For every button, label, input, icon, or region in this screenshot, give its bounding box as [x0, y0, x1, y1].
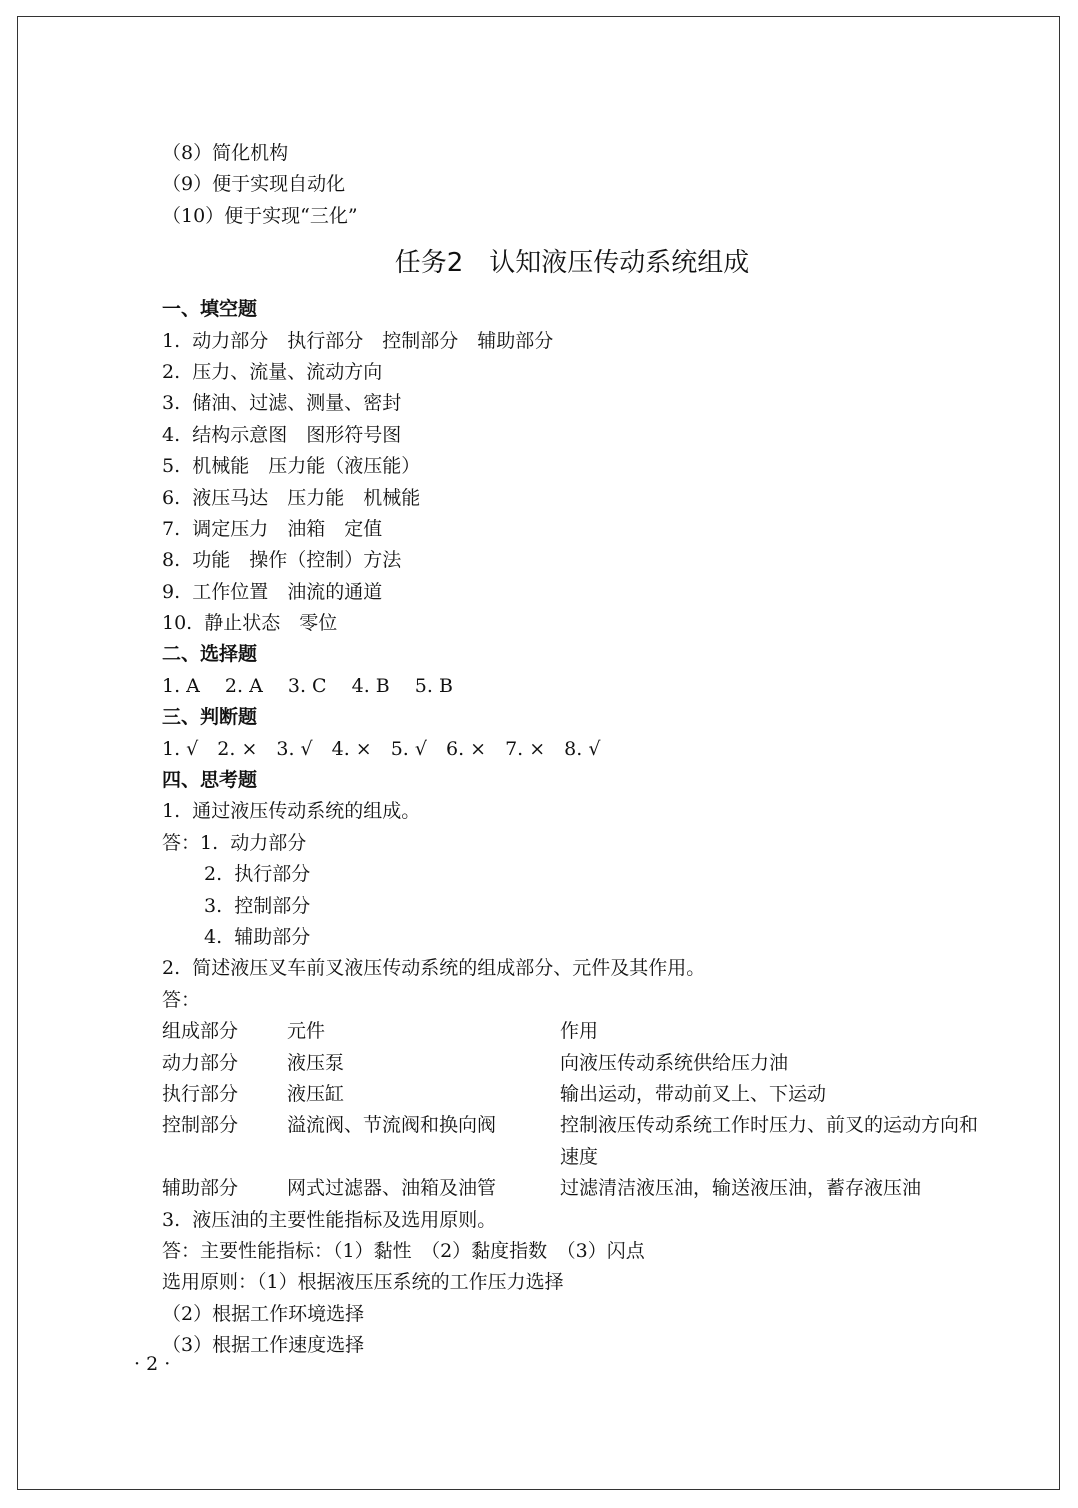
answer-3-line: 答：主要性能指标：（1）黏性 （2）黏度指数 （3）闪点 — [162, 1239, 645, 1262]
table-cell: 辅助部分 — [162, 1177, 239, 1200]
table-row — [162, 1110, 982, 1173]
page-content — [162, 138, 982, 1362]
answer-1-line: 4. 辅助部分 — [204, 925, 311, 948]
answer-1-line: 3. 控制部分 — [204, 894, 311, 917]
choice-answers: 1. A 2. A 3. C 4. B 5. B — [162, 674, 453, 697]
table-cell: 网式过滤器、油箱及油管 — [287, 1177, 497, 1200]
table-cell: 控制部分 — [162, 1114, 239, 1137]
table-header-cell: 作用 — [560, 1020, 599, 1043]
table-row — [162, 1079, 982, 1110]
fill-blank-answer: 5. 机械能 压力能（液压能） — [162, 455, 421, 478]
table-header-cell: 元件 — [287, 1020, 326, 1043]
question-2: 2. 简述液压叉车前叉液压传动系统的组成部分、元件及其作用。 — [162, 957, 706, 980]
fill-blank-answer: 4. 结构示意图 图形符号图 — [162, 423, 402, 446]
fill-blank-answer: 2. 压力、流量、流动方向 — [162, 360, 383, 383]
question-1: 1. 通过液压传动系统的组成。 — [162, 800, 421, 823]
table-cell: 向液压传动系统供给压力油 — [560, 1051, 789, 1074]
table-cell: 控制液压传动系统工作时压力、前叉的运动方向和速度 — [560, 1114, 979, 1168]
judgement-answers: 1. √ 2. × 3. √ 4. × 5. √ 6. × 7. × 8. √ — [162, 737, 601, 760]
component-table — [162, 1016, 982, 1204]
section-heading-thinking: 四、思考题 — [162, 769, 258, 792]
table-cell: 过滤清洁液压油，输送液压油，蓄存液压油 — [560, 1177, 922, 1200]
fill-blank-answer: 7. 调定压力 油箱 定值 — [162, 517, 383, 540]
table-row — [162, 1048, 982, 1079]
continued-item: （10）便于实现“三化” — [162, 204, 358, 227]
answer-3-line: 选用原则：（1）根据液压压系统的工作压力选择 — [162, 1271, 564, 1294]
table-row — [162, 1173, 982, 1204]
table-cell: 动力部分 — [162, 1051, 239, 1074]
answer-1-line: 2. 执行部分 — [204, 863, 311, 886]
answer-3-line: （3）根据工作速度选择 — [162, 1334, 365, 1357]
answer-3-line: （2）根据工作环境选择 — [162, 1302, 365, 1325]
fill-blank-answer: 9. 工作位置 油流的通道 — [162, 580, 383, 603]
fill-blank-answer: 10. 静止状态 零位 — [162, 612, 338, 635]
question-3: 3. 液压油的主要性能指标及选用原则。 — [162, 1208, 497, 1231]
table-header-row — [162, 1016, 982, 1047]
continued-item: （8）简化机构 — [162, 142, 289, 164]
section-heading-choice: 二、选择题 — [162, 643, 258, 666]
table-cell: 执行部分 — [162, 1082, 239, 1105]
fill-blank-answer: 1. 动力部分 执行部分 控制部分 辅助部分 — [162, 329, 554, 352]
section-heading-fill-blank: 一、填空题 — [162, 298, 258, 321]
table-cell: 溢流阀、节流阀和换向阀 — [287, 1114, 497, 1137]
fill-blank-answer: 6. 液压马达 压力能 机械能 — [162, 486, 421, 509]
table-cell: 输出运动，带动前叉上、下运动 — [560, 1082, 827, 1105]
table-cell: 液压缸 — [287, 1082, 345, 1105]
page-number: · 2 · — [134, 1353, 171, 1375]
continued-item: （9）便于实现自动化 — [162, 173, 346, 196]
section-heading-judgement: 三、判断题 — [162, 706, 258, 729]
table-header-cell: 组成部分 — [162, 1020, 239, 1043]
fill-blank-answer: 3. 储油、过滤、测量、密封 — [162, 392, 402, 415]
answer-2-label: 答： — [162, 988, 201, 1011]
fill-blank-answer: 8. 功能 操作（控制）方法 — [162, 549, 402, 572]
task-title: 任务2 认知液压传动系统组成 — [394, 248, 750, 279]
answer-1-line: 答：1. 动力部分 — [162, 831, 307, 854]
table-cell: 液压泵 — [287, 1051, 345, 1074]
